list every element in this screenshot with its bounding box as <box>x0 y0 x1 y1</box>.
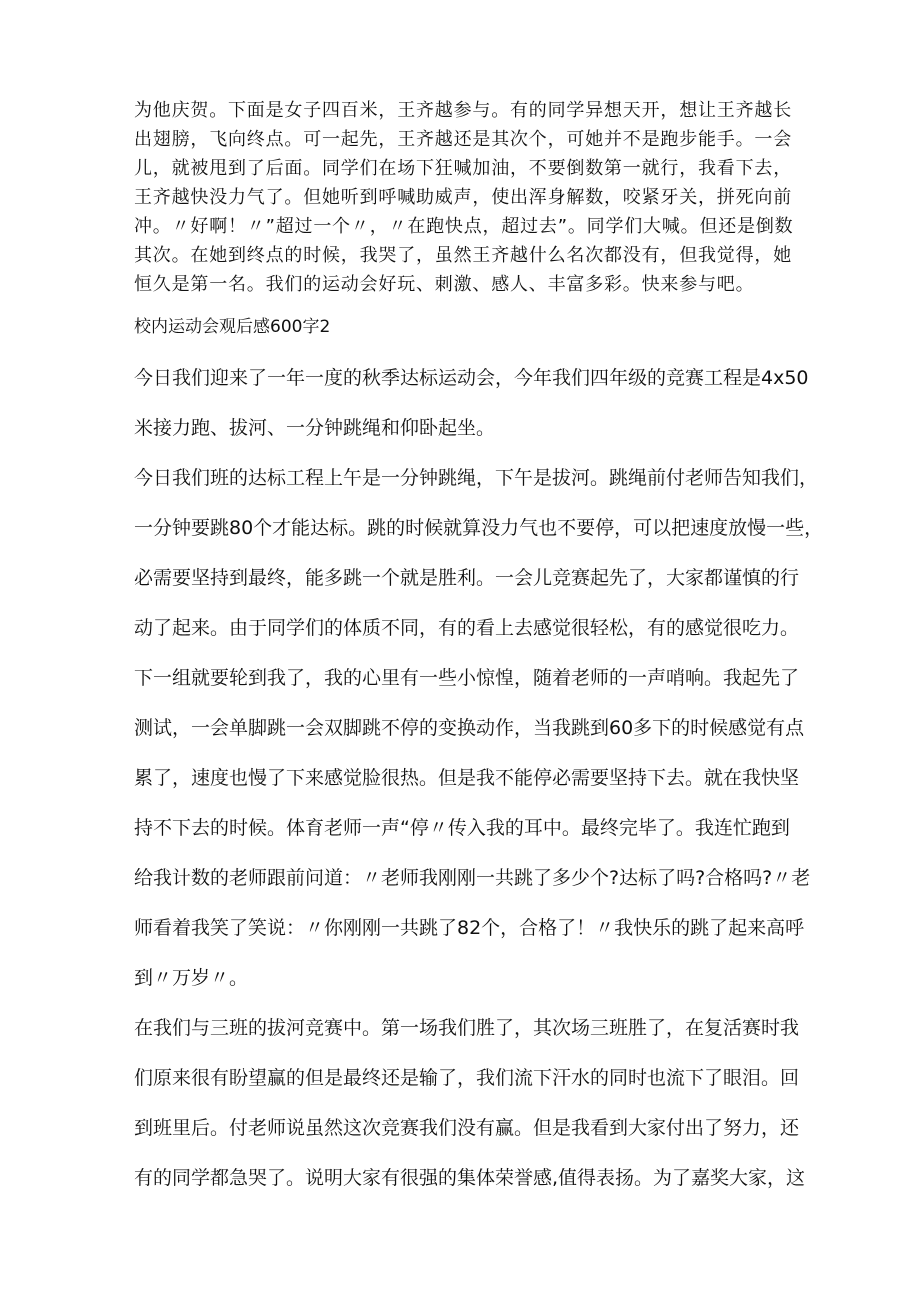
text-line: 动了起来。由于同学们的体质不同，有的看上去感觉很轻松，有的感觉很吃力。 <box>134 617 800 639</box>
text-line: 持不下去的时候。体育老师一声“停〃传入我的耳中。最终完毕了。我连忙跑到 <box>134 817 790 839</box>
section-heading: 校内运动会观后感600字2 <box>134 317 331 337</box>
text-line: 累了，速度也慢了下来感觉脸很热。但是我不能停必需要坚持下去。就在我快坚 <box>134 767 800 789</box>
text-line: 儿，就被甩到了后面。同学们在场下狂喊加油，不要倒数第一就行，我看下去， <box>134 158 792 179</box>
text-line: 下一组就要轮到我了，我的心里有一些小惊惶，随着老师的一声哨响。我起先了 <box>134 667 800 689</box>
text-line: 今日我们迎来了一年一度的秋季达标运动会，今年我们四年级的竞赛工程是4x50 <box>134 367 809 389</box>
text-line: 为他庆贺。下面是女子四百米，王齐越参与。有的同学异想天开，想让王齐越长 <box>134 100 792 121</box>
text-line: 师看着我笑了笑说：〃你刚刚一共跳了82个，合格了！〃我快乐的跳了起来高呼 <box>134 917 805 939</box>
text-line: 到〃万岁〃。 <box>134 967 249 989</box>
text-line: 王齐越快没力气了。但她听到呼喊助威声，使出浑身解数，咬紧牙关，拼死向前 <box>134 187 792 208</box>
text-line: 必需要坚持到最终，能多跳一个就是胜利。一会儿竞赛起先了，大家都谨慎的行 <box>134 567 800 589</box>
text-line: 测试，一会单脚跳一会双脚跳不停的变换动作，当我跳到60多下的时候感觉有点 <box>134 717 805 739</box>
text-line: 有的同学都急哭了。说明大家有很强的集体荣誉感,值得表扬。为了嘉奖大家，这 <box>134 1167 806 1189</box>
text-line: 冲。〃好啊！〃”超过一个〃，〃在跑快点，超过去”。同学们大喊。但还是倒数 <box>134 216 794 237</box>
text-line: 米接力跑、拔河、一分钟跳绳和仰卧起坐。 <box>134 417 496 439</box>
text-line: 们原来很有盼望赢的但是最终还是输了，我们流下汗水的同时也流下了眼泪。回 <box>134 1067 800 1089</box>
text-line: 一分钟要跳80个才能达标。跳的时候就算没力气也不要停，可以把速度放慢一些， <box>134 517 824 539</box>
text-line: 给我计数的老师跟前问道：〃老师我刚刚一共跳了多少个?达标了吗?合格吗?〃老 <box>134 867 811 889</box>
text-line: 到班里后。付老师说虽然这次竞赛我们没有赢。但是我看到大家付出了努力，还 <box>134 1117 800 1139</box>
text-line: 在我们与三班的拔河竞赛中。第一场我们胜了，其次场三班胜了，在复活赛时我 <box>134 1017 800 1039</box>
text-line: 出翅膀，飞向终点。可一起先，王齐越还是其次个，可她并不是跑步能手。一会 <box>134 129 792 150</box>
text-line: 其次。在她到终点的时候，我哭了，虽然王齐越什么名次都没有，但我觉得，她 <box>134 245 792 266</box>
text-line: 今日我们班的达标工程上午是一分钟跳绳，下午是拔河。跳绳前付老师告知我们， <box>134 467 819 489</box>
text-line: 恒久是第一名。我们的运动会好玩、刺激、感人、丰富多彩。快来参与吧。 <box>134 274 755 295</box>
